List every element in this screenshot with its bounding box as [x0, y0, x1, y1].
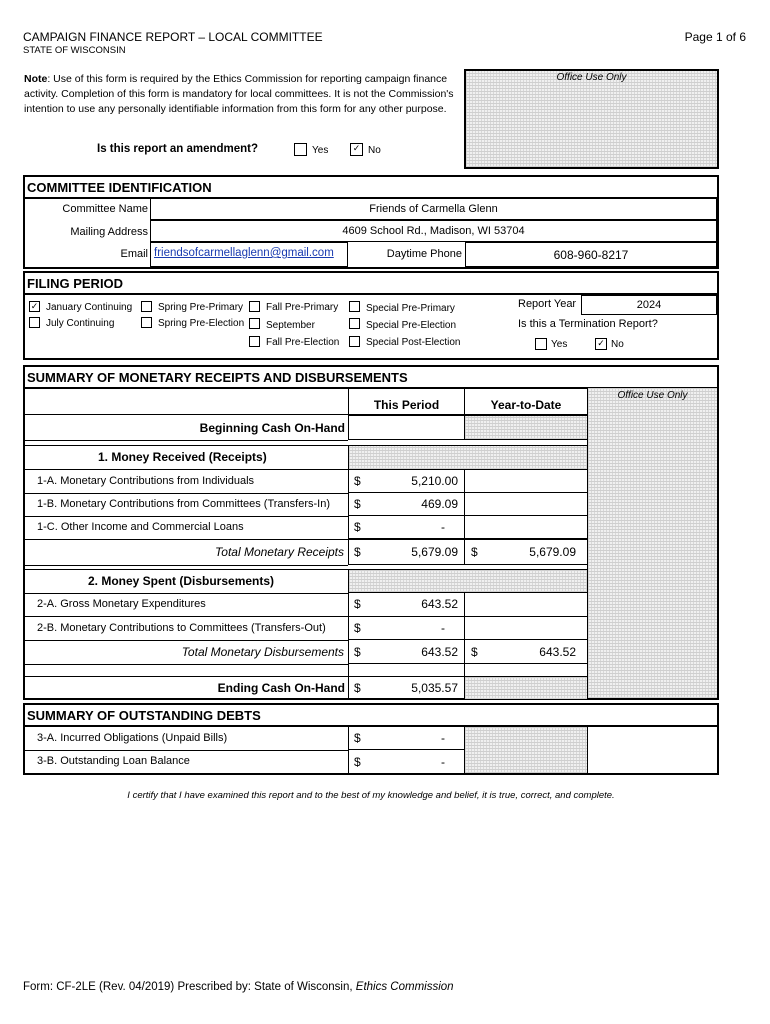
row-3b-tp-value: - — [441, 755, 445, 769]
beginning-cash-tp[interactable] — [348, 415, 465, 440]
report-year-value: 2024 — [636, 299, 662, 311]
col-ytd — [464, 388, 588, 415]
special-pre-primary-label: Special Pre-Primary — [366, 303, 455, 314]
divider — [23, 440, 348, 441]
divider — [23, 640, 348, 641]
row-2b-tp-value: - — [441, 621, 445, 635]
email-link[interactable]: friendsofcarmellaglenn@gmail.com — [154, 247, 334, 259]
footer-agency: Ethics Commission — [355, 981, 454, 993]
report-year-label: Report Year — [518, 298, 577, 310]
dollar-sign: $ — [354, 497, 361, 511]
row-1b-ytd-cell[interactable] — [464, 492, 588, 516]
divider — [23, 664, 348, 665]
row-3a-tp-value: - — [441, 731, 445, 745]
money-received-hatch — [348, 445, 588, 470]
amendment-yes-checkbox[interactable] — [294, 143, 307, 156]
termination-yes-checkbox[interactable] — [535, 338, 547, 350]
divider — [23, 676, 348, 677]
total-receipts-label: Total Monetary Receipts — [215, 545, 344, 559]
special-pre-election-checkbox[interactable] — [349, 318, 360, 329]
dollar-sign: $ — [471, 545, 478, 559]
row-1b-label: 1-B. Monetary Contributions from Committees (Transfers-In) — [37, 498, 331, 510]
special-pre-primary-checkbox[interactable] — [349, 301, 360, 312]
row-3b-label: 3-B. Outstanding Loan Balance — [37, 755, 190, 767]
filing-section-header — [23, 271, 719, 295]
mailing-address-label: Mailing Address — [70, 226, 148, 238]
row-3a-label: 3-A. Incurred Obligations (Unpaid Bills) — [37, 732, 228, 744]
september-label: September — [266, 320, 315, 331]
amendment-yes-label: Yes — [312, 145, 329, 156]
committee-name-field[interactable] — [150, 198, 717, 220]
termination-no-checkbox[interactable] — [595, 338, 607, 350]
ending-cash-label: Ending Cash On-Hand — [217, 681, 345, 695]
row-2a-label: 2-A. Gross Monetary Expenditures — [37, 598, 206, 610]
special-post-election-checkbox[interactable] — [349, 336, 360, 347]
fall-pre-primary-label: Fall Pre-Primary — [266, 302, 339, 313]
office-use-label: Office Use Only — [556, 72, 627, 83]
report-year-field[interactable] — [581, 295, 717, 315]
row-1c-label: 1-C. Other Income and Commercial Loans — [37, 521, 244, 533]
col-ytd-label: Year-to-Date — [490, 398, 562, 412]
fall-pre-election-label: Fall Pre-Election — [266, 337, 340, 348]
termination-no-label: No — [611, 339, 624, 350]
amendment-no-label: No — [368, 145, 381, 156]
row-2a-tp-value: 643.52 — [421, 597, 458, 611]
dollar-sign: $ — [354, 681, 361, 695]
january-checkbox[interactable] — [29, 301, 40, 312]
form-title-line1: CAMPAIGN FINANCE REPORT – LOCAL COMMITTEE — [23, 30, 323, 44]
spring-pre-primary-label: Spring Pre-Primary — [158, 302, 244, 313]
daytime-phone-field[interactable] — [465, 242, 717, 267]
divider — [23, 569, 348, 570]
special-post-election-label: Special Post-Election — [366, 337, 461, 348]
spring-pre-primary-checkbox[interactable] — [141, 301, 152, 312]
row-1b-tp-value: 469.09 — [421, 497, 458, 511]
dollar-sign: $ — [354, 597, 361, 611]
ending-cash-ytd — [464, 676, 588, 700]
money-spent-header: 2. Money Spent (Disbursements) — [88, 574, 275, 588]
divider — [23, 616, 348, 617]
debts-office-use — [587, 726, 717, 774]
dollar-sign: $ — [471, 645, 478, 659]
total-disbursements-label: Total Monetary Disbursements — [181, 645, 344, 659]
divider — [23, 445, 348, 446]
beginning-cash-label: Beginning Cash On-Hand — [199, 421, 345, 435]
july-checkbox[interactable] — [29, 317, 40, 328]
amendment-no-checkbox[interactable] — [350, 143, 363, 156]
committee-name-label: Committee Name — [62, 203, 148, 215]
page-number: Page 1 of 6 — [684, 30, 746, 44]
dollar-sign: $ — [354, 520, 361, 534]
total-disbursements-ytd-value: 643.52 — [539, 645, 576, 659]
spacer-cell — [464, 663, 588, 677]
money-received-header: 1. Money Received (Receipts) — [98, 450, 267, 464]
dollar-sign: $ — [354, 731, 361, 745]
july-label: July Continuing — [46, 318, 115, 329]
mailing-address-value: 4609 School Rd., Madison, WI 53704 — [342, 225, 525, 237]
form-title — [23, 30, 323, 56]
beginning-cash-ytd — [464, 415, 588, 440]
committee-name-value: Friends of Carmella Glenn — [369, 203, 498, 215]
email-label: Email — [120, 248, 148, 260]
dollar-sign: $ — [354, 621, 361, 635]
debts-section-header — [23, 703, 719, 727]
summary-section-header — [23, 365, 719, 389]
filing-section-title: FILING PERIOD — [27, 276, 124, 291]
january-label: January Continuing — [46, 302, 133, 313]
divider — [23, 565, 348, 566]
office-use-box-top — [464, 69, 719, 169]
footer-form-text: Form: CF-2LE (Rev. 04/2019) Prescribed by: State of Wisconsin, — [23, 981, 356, 993]
daytime-phone-label: Daytime Phone — [386, 248, 462, 260]
divider — [23, 516, 348, 517]
spring-pre-election-label: Spring Pre-Election — [158, 318, 245, 329]
row-2b-label: 2-B. Monetary Contributions to Committees (Transfers-Out) — [37, 622, 326, 634]
mailing-address-field[interactable] — [150, 220, 717, 242]
divider — [23, 539, 348, 540]
row-1c-tp-value: - — [441, 520, 445, 534]
divider — [23, 469, 348, 470]
committee-section-title: COMMITTEE IDENTIFICATION — [27, 180, 212, 195]
form-title-line2: STATE OF WISCONSIN — [23, 45, 126, 56]
total-disbursements-tp-value: 643.52 — [421, 645, 458, 659]
office-use-column-label: Office Use Only — [617, 390, 688, 401]
termination-yes-label: Yes — [551, 339, 568, 350]
divider — [23, 593, 348, 594]
row-2a-ytd-cell[interactable] — [464, 592, 588, 617]
committee-section-header — [23, 175, 719, 199]
note-label: Note — [24, 73, 48, 85]
spring-pre-election-checkbox[interactable] — [141, 317, 152, 328]
col-this-period — [348, 388, 465, 415]
col-this-period-label: This Period — [373, 398, 440, 412]
row-1a-tp-value: 5,210.00 — [411, 474, 458, 488]
check-icon: ✓ — [352, 143, 361, 153]
footer — [23, 981, 454, 993]
dollar-sign: $ — [354, 474, 361, 488]
summary-section-title: SUMMARY OF MONETARY RECEIPTS AND DISBURSEMENTS — [27, 370, 408, 385]
total-receipts-tp-value: 5,679.09 — [411, 545, 458, 559]
fall-pre-primary-checkbox[interactable] — [249, 301, 260, 312]
row-1c-ytd-cell[interactable] — [464, 515, 588, 539]
daytime-phone-value: 608-960-8217 — [553, 248, 629, 262]
divider — [23, 493, 348, 494]
debts-section-title: SUMMARY OF OUTSTANDING DEBTS — [27, 708, 261, 723]
row-1a-ytd-cell[interactable] — [464, 469, 588, 493]
note-text: : Use of this form is required by the Ethics Commission for reporting campaign finance activity. Completion of this form is mandatory for local committees. It is not the Commission's intention to use any personally identifiable information from this form for any other purpose. — [24, 73, 454, 115]
certification-text: I certify that I have examined this report and to the best of my knowledge and belief, it is true, correct, and complete. — [127, 790, 615, 801]
privacy-note — [24, 72, 464, 117]
dollar-sign: $ — [354, 755, 361, 769]
check-icon: ✓ — [30, 301, 39, 311]
termination-question: Is this a Termination Report? — [518, 318, 658, 330]
debts-ytd-hatch — [464, 726, 588, 774]
spacer-cell — [348, 663, 465, 677]
september-checkbox[interactable] — [249, 318, 260, 329]
header-blank — [23, 388, 349, 415]
office-use-column — [587, 388, 717, 698]
row-1a-label: 1-A. Monetary Contributions from Individuals — [37, 475, 255, 487]
ending-cash-tp-value: 5,035.57 — [411, 681, 458, 695]
row-2b-ytd-cell[interactable] — [464, 616, 588, 640]
money-spent-hatch — [348, 569, 588, 593]
dollar-sign: $ — [354, 545, 361, 559]
divider — [23, 750, 348, 751]
dollar-sign: $ — [354, 645, 361, 659]
fall-pre-election-checkbox[interactable] — [249, 336, 260, 347]
amendment-question: Is this report an amendment? — [97, 143, 259, 155]
check-icon: ✓ — [597, 338, 605, 348]
special-pre-election-label: Special Pre-Election — [366, 320, 457, 331]
total-receipts-ytd-value: 5,679.09 — [529, 545, 576, 559]
email-field[interactable] — [150, 242, 348, 267]
